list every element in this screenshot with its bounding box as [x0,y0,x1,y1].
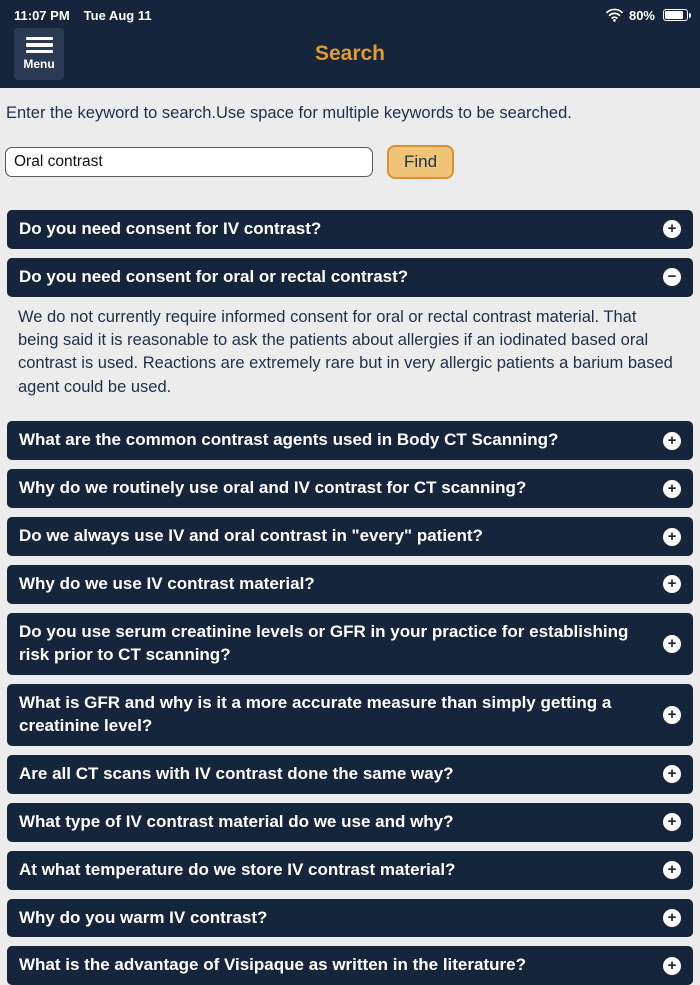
main-content [0,103,700,985]
page-title: Search [314,42,386,65]
faq-item [7,803,693,842]
faq-item [7,613,693,675]
faq-question-text: Why do we use IV contrast material? [19,574,315,593]
faq-item [7,469,693,508]
faq-item [7,851,693,890]
faq-question-button[interactable] [7,421,693,460]
status-bar [0,0,700,26]
faq-question-button[interactable] [7,469,693,508]
minus-icon[interactable]: − [663,268,681,286]
faq-item [7,258,693,413]
faq-question-button[interactable] [7,613,693,675]
search-row [5,145,700,179]
plus-icon[interactable]: + [663,480,681,498]
top-navy-block [0,0,700,88]
plus-icon[interactable]: + [663,765,681,783]
faq-question-text: What is GFR and why is it a more accurate measure than simply getting a creatinine level? [19,692,612,735]
plus-icon[interactable]: + [663,635,681,653]
faq-item [7,755,693,794]
plus-icon[interactable]: + [663,220,681,238]
app-header [0,26,700,88]
status-date: Tue Aug 11 [83,7,152,23]
search-instructions: Enter the keyword to search.Use space for multiple keywords to be searched. [6,104,572,122]
find-button[interactable]: Find [387,145,454,179]
faq-item [7,517,693,556]
faq-item [7,210,693,249]
faq-question-button[interactable] [7,755,693,794]
battery-percent: 80% [628,7,655,23]
plus-icon[interactable]: + [663,861,681,879]
faq-question-button[interactable] [7,517,693,556]
faq-item [7,899,693,938]
faq-question-text: At what temperature do we store IV contrast material? [19,859,456,879]
faq-question-text: What type of IV contrast material do we use and why? [19,811,454,831]
faq-question-text: What are the common contrast agents used in Body CT Scanning? [19,430,559,450]
plus-icon[interactable]: + [663,813,681,831]
faq-question-button[interactable] [7,684,693,746]
faq-list [7,210,693,985]
faq-question-text: Do you need consent for IV contrast? [19,218,322,238]
faq-item [7,946,693,985]
faq-question-button[interactable] [7,946,693,985]
faq-question-text: Do you need consent for oral or rectal contrast? [19,266,409,286]
faq-question-text: Do you use serum creatinine levels or GFR in your practice for establishing risk prior to CT scanning? [19,621,629,664]
plus-icon[interactable]: + [663,528,681,546]
faq-question-button[interactable] [7,565,693,604]
faq-item [7,421,693,460]
faq-question-text: Do we always use IV and oral contrast in "every" patient? [19,526,483,546]
plus-icon[interactable]: + [663,575,681,593]
faq-question-button[interactable] [7,899,693,938]
faq-question-button[interactable] [7,258,693,297]
faq-question-button[interactable] [7,210,693,249]
faq-question-button[interactable] [7,851,693,890]
faq-question-button[interactable] [7,803,693,842]
faq-question-text: What is the advantage of Visipaque as written in the literature? [19,955,526,975]
wifi-icon [606,9,623,22]
faq-answer-text: We do not currently require informed consent for oral or rectal contrast material. That being said it is reasonable to ask the patients about allergies if an iodinated based oral contrast is used. Reactions are extremely rare but in very allergic patients a barium based agent could be used. [18,307,673,396]
plus-icon[interactable]: + [663,957,681,975]
faq-item [7,684,693,746]
faq-question-text: Why do we routinely use oral and IV contrast for CT scanning? [19,478,527,498]
plus-icon[interactable]: + [663,432,681,450]
menu-button-label: Menu [23,57,55,72]
faq-question-text: Why do you warm IV contrast? [19,907,268,927]
status-time: 11:07 PM [14,7,70,23]
faq-item [7,565,693,604]
plus-icon[interactable]: + [663,706,681,724]
battery-icon [663,9,688,21]
faq-question-text: Are all CT scans with IV contrast done the same way? [19,763,454,783]
plus-icon[interactable]: + [663,909,681,927]
search-input[interactable] [5,147,373,177]
